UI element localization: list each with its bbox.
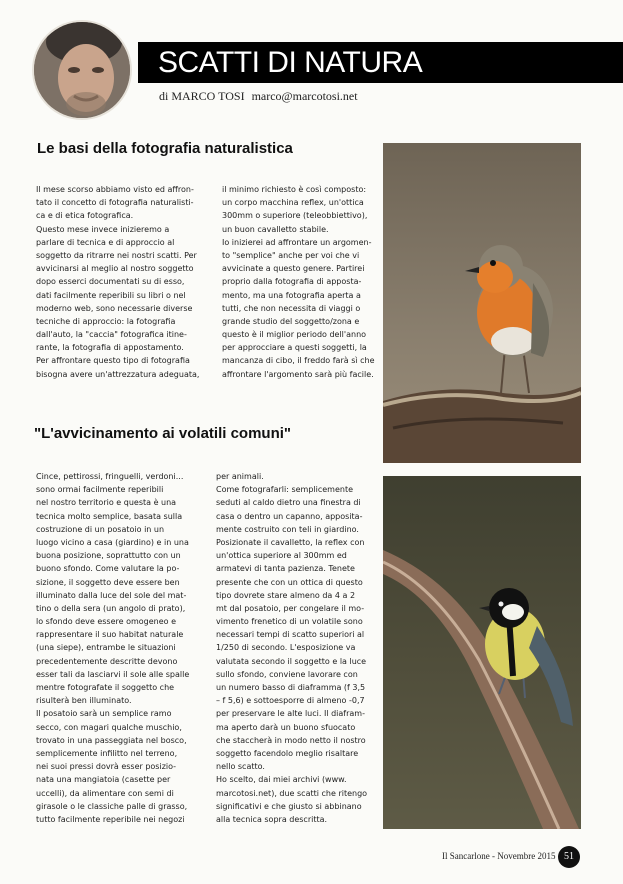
text-line: proprio dalla fotografia di apposta- xyxy=(222,277,362,287)
text-line: un buon cavalletto stabile. xyxy=(222,224,329,234)
text-line: nel nostro territorio e questa è una xyxy=(36,498,177,508)
text-line: Il mese scorso abbiamo visto ed affron- xyxy=(36,185,194,194)
text-line: Ho scelto, dai miei archivi (www. xyxy=(216,775,347,785)
text-line: mento, ma una fotografia aperta a xyxy=(222,290,361,300)
text-line: mentre fotografate il soggetto che xyxy=(36,683,175,692)
text-line: un'ottica superiore al 300mm ed xyxy=(216,551,347,561)
text-line: un numero basso di diaframma (f 3,5 xyxy=(216,683,366,692)
text-line: necessari tempi di scatto superiori al xyxy=(216,630,365,640)
text-line: mancanza di cibo, il freddo farà sì che xyxy=(222,356,375,366)
text-line: valutata secondo il soggetto e la luce xyxy=(216,656,367,666)
text-line: 300mm o superiore (teleobbiettivo), xyxy=(222,211,368,221)
text-line: sizione, il soggetto deve essere ben xyxy=(36,577,180,587)
text-line: mt dal posatoio, per congelare il mo- xyxy=(216,603,365,613)
text-line: buona posizione, soprattutto con un xyxy=(36,551,181,561)
text-line: 1/250 di secondo. L'esposizione va xyxy=(216,643,356,653)
byline xyxy=(159,89,358,104)
section1-heading: Le basi della fotografia naturalistica xyxy=(37,140,293,157)
text-line: Come fotografarli: semplicemente xyxy=(216,485,354,495)
great-tit-photo xyxy=(383,476,581,829)
text-line: Per affrontare questo tipo di fotografia xyxy=(36,356,190,366)
text-line: tipo dovrete stare almeno da 4 a 2 xyxy=(216,590,356,600)
text-line: rappresentare il suo habitat naturale xyxy=(36,630,184,640)
text-line: uccelli), da alimentare con semi di xyxy=(36,788,174,798)
section1-column2 xyxy=(222,183,375,381)
section2-column1 xyxy=(36,470,189,826)
text-line: ca e di etica fotografica. xyxy=(36,211,134,221)
text-line: girasole o le classiche palle di grasso, xyxy=(36,801,188,811)
text-line: bisogna avere un'attrezzatura adeguata, xyxy=(36,369,200,379)
text-line: per approcciare a questi soggetti, la xyxy=(222,343,367,353)
text-line: trovato in una passeggiata nel bosco, xyxy=(36,735,187,745)
text-line: dopo esserci documentati su di esso, xyxy=(36,277,185,287)
text-line: (una siepe), entrambe le situazioni xyxy=(36,643,176,653)
text-line: alla tecnica sopra descritta. xyxy=(216,814,328,824)
text-line: Cince, pettirossi, fringuelli, verdoni... xyxy=(36,472,184,481)
text-line: costruzione di un posatoio in un xyxy=(36,524,165,534)
text-line: nata una mangiatoia (casette per xyxy=(36,775,171,785)
text-line: mente costruito con teli in giardino. xyxy=(216,524,359,534)
text-line: soggetto da ritrarre nei nostri scatti. Per xyxy=(36,250,197,260)
robin-photo xyxy=(383,143,581,463)
text-line: ma aperto darà un buono sfuocato xyxy=(216,722,356,732)
text-line: tecnica molto semplice, basata sulla xyxy=(36,511,183,521)
text-line: soggetto facendolo meglio risaltare xyxy=(216,748,359,758)
text-line: lo sfondo deve essere omogeneo e xyxy=(36,617,177,627)
text-line: semplicemente infilitto nel terreno, xyxy=(36,748,178,758)
text-line: casa o dentro un capanno, apposita- xyxy=(216,511,363,521)
text-line: buono sfondo. Come valutare la po- xyxy=(36,564,180,574)
text-line: illuminato dalla luce del sole del mat- xyxy=(36,590,187,600)
text-line: dall'auto, la "caccia" fotografica itine- xyxy=(36,330,187,340)
text-line: sono ormai facilmente reperibili xyxy=(36,485,164,495)
section1-column1 xyxy=(36,183,199,381)
text-line: per preservare le alte luci. Il diafram- xyxy=(216,709,365,719)
text-line: tato il concetto di fotografia naturalisti- xyxy=(36,198,194,208)
section2-heading: "L'avvicinamento ai volatili comuni" xyxy=(34,425,292,442)
text-line: significativi e che giusto si abbinano xyxy=(216,801,362,811)
text-line: per animali. xyxy=(216,472,264,481)
text-line: vimento frenetico di un volatile sono xyxy=(216,617,363,627)
text-line: seduti al caldo dietro una finestra di xyxy=(216,498,361,508)
column-title-banner xyxy=(138,42,623,83)
byline-author: di MARCO TOSI xyxy=(159,89,245,103)
text-line: parlare di tecnica e di approccio al xyxy=(36,237,175,247)
text-line: marcotosi.net), due scatti che ritengo xyxy=(216,788,368,798)
text-line: il minimo richiesto è così composto: xyxy=(222,185,367,194)
text-line: tutto facilmente reperibile nei negozi xyxy=(36,814,185,824)
text-line: tecniche di approccio: la fotografia xyxy=(36,316,176,326)
text-line: secco, con magari qualche muschio, xyxy=(36,722,182,732)
text-line: che staccherà in modo netto il nostro xyxy=(216,735,366,745)
text-line: to "semplice" anche per voi che vi xyxy=(222,250,360,260)
text-line: nei suoi pressi dovrà esser posizio- xyxy=(36,762,177,772)
text-line: un corpo macchina reflex, un'ottica xyxy=(222,198,364,208)
text-line: presente che con un ottica di questo xyxy=(216,577,363,587)
text-line: risulterà ben illuminato. xyxy=(36,696,132,706)
text-line: moderno web, sono necessarie diverse xyxy=(36,303,193,313)
text-line: Io inizierei ad affrontare un argomen- xyxy=(222,237,372,247)
text-line: Posizionate il cavalletto, la reflex con xyxy=(216,537,365,547)
text-line: avvicinarsi al meglio al nostro soggetto xyxy=(36,264,194,274)
text-line: Il posatoio sarà un semplice ramo xyxy=(36,709,172,719)
byline-email: marco@marcotosi.net xyxy=(251,89,358,103)
text-line: armatevi di tanta pazienza. Tenete xyxy=(216,564,355,574)
text-line: precedentemente descritte devono xyxy=(36,656,178,666)
author-avatar xyxy=(34,22,130,118)
text-line: esser tali da lasciarvi il sole alle spalle xyxy=(36,669,190,679)
text-line: avvicinate a questo genere. Partirei xyxy=(222,264,365,274)
text-line: rante, la fotografia di appostamento. xyxy=(36,343,184,353)
text-line: Questo mese invece inizieremo a xyxy=(36,224,170,234)
text-line: grande studio del soggetto/zona e xyxy=(222,316,360,326)
text-line: luogo vicino a casa (giardino) e in una xyxy=(36,537,189,547)
page-number: 51 xyxy=(558,846,580,868)
text-line: nello scatto. xyxy=(216,762,265,772)
text-line: sullo sfondo, conviene lavorare con xyxy=(216,669,358,679)
text-line: – f 5,6) e sottoesporre di almeno -0,7 xyxy=(216,696,365,706)
section2-column2 xyxy=(216,470,367,826)
text-line: tutti, che non necessita di viaggi o xyxy=(222,303,361,313)
publication-footer: Il Sancarlone - Novembre 2015 xyxy=(442,851,556,861)
text-line: tino o della sera (un angolo di prato), xyxy=(36,603,186,613)
text-line: questo è il miglior periodo dell'anno xyxy=(222,330,367,340)
text-line: affrontare l'argomento sarà più facile. xyxy=(222,369,374,379)
text-line: dati facilmente reperibili su libri o nel xyxy=(36,290,186,300)
column-title: SCATTI DI NATURA xyxy=(158,46,423,79)
